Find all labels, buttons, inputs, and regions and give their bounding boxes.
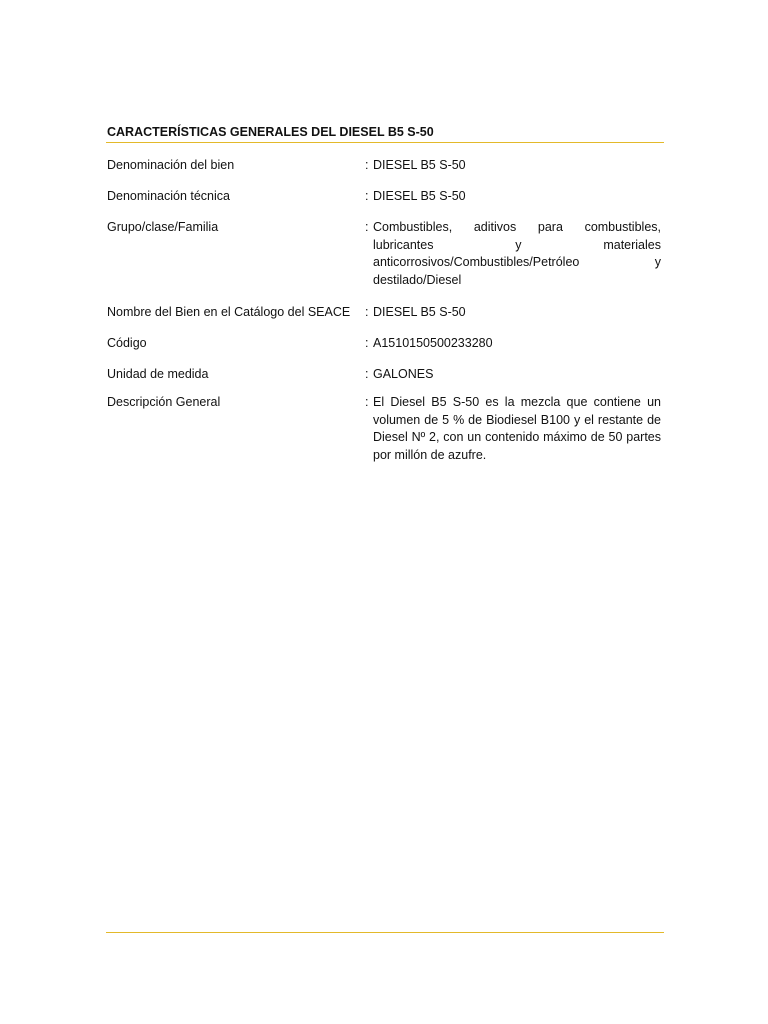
footer-divider	[106, 932, 664, 933]
spec-separator: :	[365, 395, 369, 409]
spec-label: Denominación técnica	[107, 189, 230, 203]
spec-separator: :	[365, 305, 369, 319]
spec-value: El Diesel B5 S-50 es la mezcla que contiene un volumen de 5 % de Biodiesel B100 y el restante de Diesel Nº 2, con un contenido máximo de 50 partes por millón de azufre.	[373, 395, 661, 462]
page-title: CARACTERÍSTICAS GENERALES DEL DIESEL B5 S-50	[107, 125, 434, 139]
spec-separator: :	[365, 189, 369, 203]
spec-value: DIESEL B5 S-50	[373, 189, 466, 203]
spec-value: DIESEL B5 S-50	[373, 158, 466, 172]
spec-value: DIESEL B5 S-50	[373, 305, 466, 319]
spec-label: Denominación del bien	[107, 158, 235, 172]
spec-separator: :	[365, 220, 369, 234]
spec-separator: :	[365, 367, 369, 381]
title-divider	[106, 142, 664, 143]
spec-label: Grupo/clase/Familia	[107, 220, 219, 234]
spec-label: Unidad de medida	[107, 367, 209, 381]
spec-value: GALONES	[373, 367, 434, 381]
spec-value: Combustibles, aditivos para combustibles, lubricantes y materiales anticorrosivos/Combustibles/Petróleo y destilado/Diesel	[373, 220, 661, 287]
spec-label: Nombre del Bien en el Catálogo del SEACE	[107, 305, 351, 319]
spec-separator: :	[365, 158, 369, 172]
spec-label: Código	[107, 336, 147, 350]
spec-separator: :	[365, 336, 369, 350]
spec-label: Descripción General	[107, 395, 221, 409]
spec-value: A1510150500233280	[373, 336, 493, 350]
